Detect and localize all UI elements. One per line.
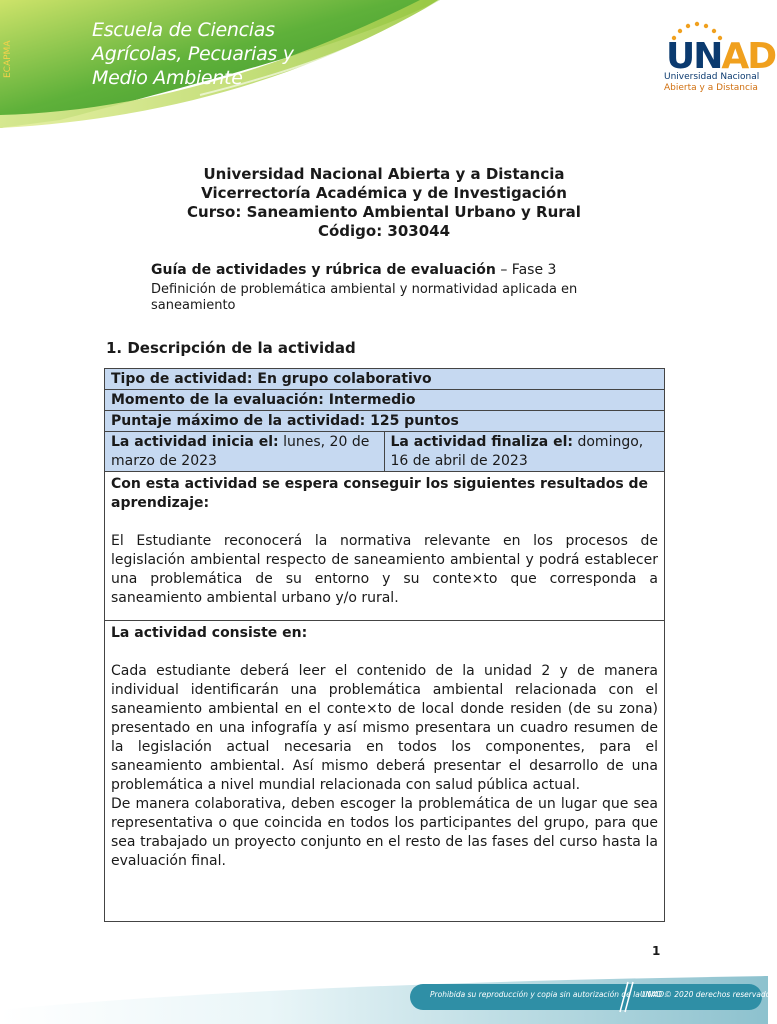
school-title [92, 18, 294, 90]
start-date-cell [105, 432, 385, 471]
learning-outcomes-heading: Con esta actividad se espera conseguir los siguientes resultados de aprendizaje: [111, 476, 649, 511]
logo-ad: AD [721, 36, 776, 77]
guide-title [151, 262, 556, 278]
footer-rights: UNAD © 2020 derechos reservados. [640, 990, 777, 999]
end-date-cell [385, 432, 665, 471]
ecapma-text: ECAPMA [3, 40, 13, 78]
dates-row [105, 432, 664, 472]
logo-subtitle-1: Universidad Nacional [664, 72, 760, 82]
school-line-2: Agrícolas, Pecuarias y [92, 43, 294, 65]
end-date-label: La actividad finaliza el: [390, 434, 574, 450]
guide-subtitle: Definición de problemática ambiental y normatividad aplicada en saneamiento [151, 282, 578, 313]
guide-title-phase: – Fase 3 [495, 262, 557, 278]
start-date-label: La actividad inicia el: [111, 434, 279, 450]
activity-consists-row [105, 621, 664, 921]
activity-consists-p1: Cada estudiante deberá leer el contenido de la unidad 2 y de manera individual identificarán una problemática ambiental relacionada con el saneamiento ambiental en el conte×to de local donde residen (de su zona) presentado en una infografía y así mismo presentara un cuadro resumen de la legislación actual necesaria en todos los componentes, para el saneamiento ambiental. Así mismo deberá presentar el desarrollo de una problemática a nivel mundial relacionada con salud pública actual. [111, 663, 658, 793]
end-date-value: domingo, 16 de abril de 2023 [390, 434, 644, 469]
learning-outcomes-text: El Estudiante reconocerá la normativa relevante en los procesos de legislación ambiental respecto de saneamiento ambiental y podrá establecer una problemática de su entorno y su conte×to que corresponda a saneamiento ambiental urbano y/o rural. [111, 533, 658, 606]
max-score-row: Puntaje máximo de la actividad: 125 puntos [105, 411, 664, 432]
unad-logo [660, 22, 776, 102]
school-line-1: Escuela de Ciencias [92, 19, 275, 41]
guide-title-bold: Guía de actividades y rúbrica de evaluación [151, 262, 496, 278]
course-code: Código: 303044 [317, 222, 451, 240]
logo-un: UN [666, 36, 722, 77]
logo-wordmark [666, 36, 775, 77]
footer-notice: Prohibida su reproducción y copia sin autorización de la UNAD. [430, 990, 667, 999]
school-line-3: Medio Ambiente [92, 67, 243, 89]
activity-type-row: Tipo de actividad: En grupo colaborativo [105, 369, 664, 390]
activity-consists-p2: De manera colaborativa, deben escoger la problemática de un lugar que sea representativa o que coincida en todos los participantes del grupo, para que sea trabajado un proyecto conjunto en el resto de las fases del curso hasta la evaluación final. [111, 796, 658, 869]
university-name: Universidad Nacional Abierta y a Distancia [203, 165, 565, 183]
learning-outcomes-row [105, 472, 664, 621]
ecapma-label [0, 0, 12, 80]
vice-rectory: Vicerrectoría Académica y de Investigación [201, 184, 567, 202]
logo-subtitle-2: Abierta y a Distancia [664, 83, 758, 93]
header-banner [0, 0, 776, 130]
section-heading: 1. Descripción de la actividad [106, 339, 356, 357]
course-name: Curso: Saneamiento Ambiental Urbano y Rural [187, 203, 581, 221]
page-number: 1 [652, 944, 661, 958]
evaluation-moment-row: Momento de la evaluación: Intermedio [105, 390, 664, 411]
activity-table [104, 368, 665, 922]
activity-consists-heading: La actividad consiste en: [111, 625, 308, 641]
start-date-value: lunes, 20 de marzo de 2023 [111, 434, 370, 469]
